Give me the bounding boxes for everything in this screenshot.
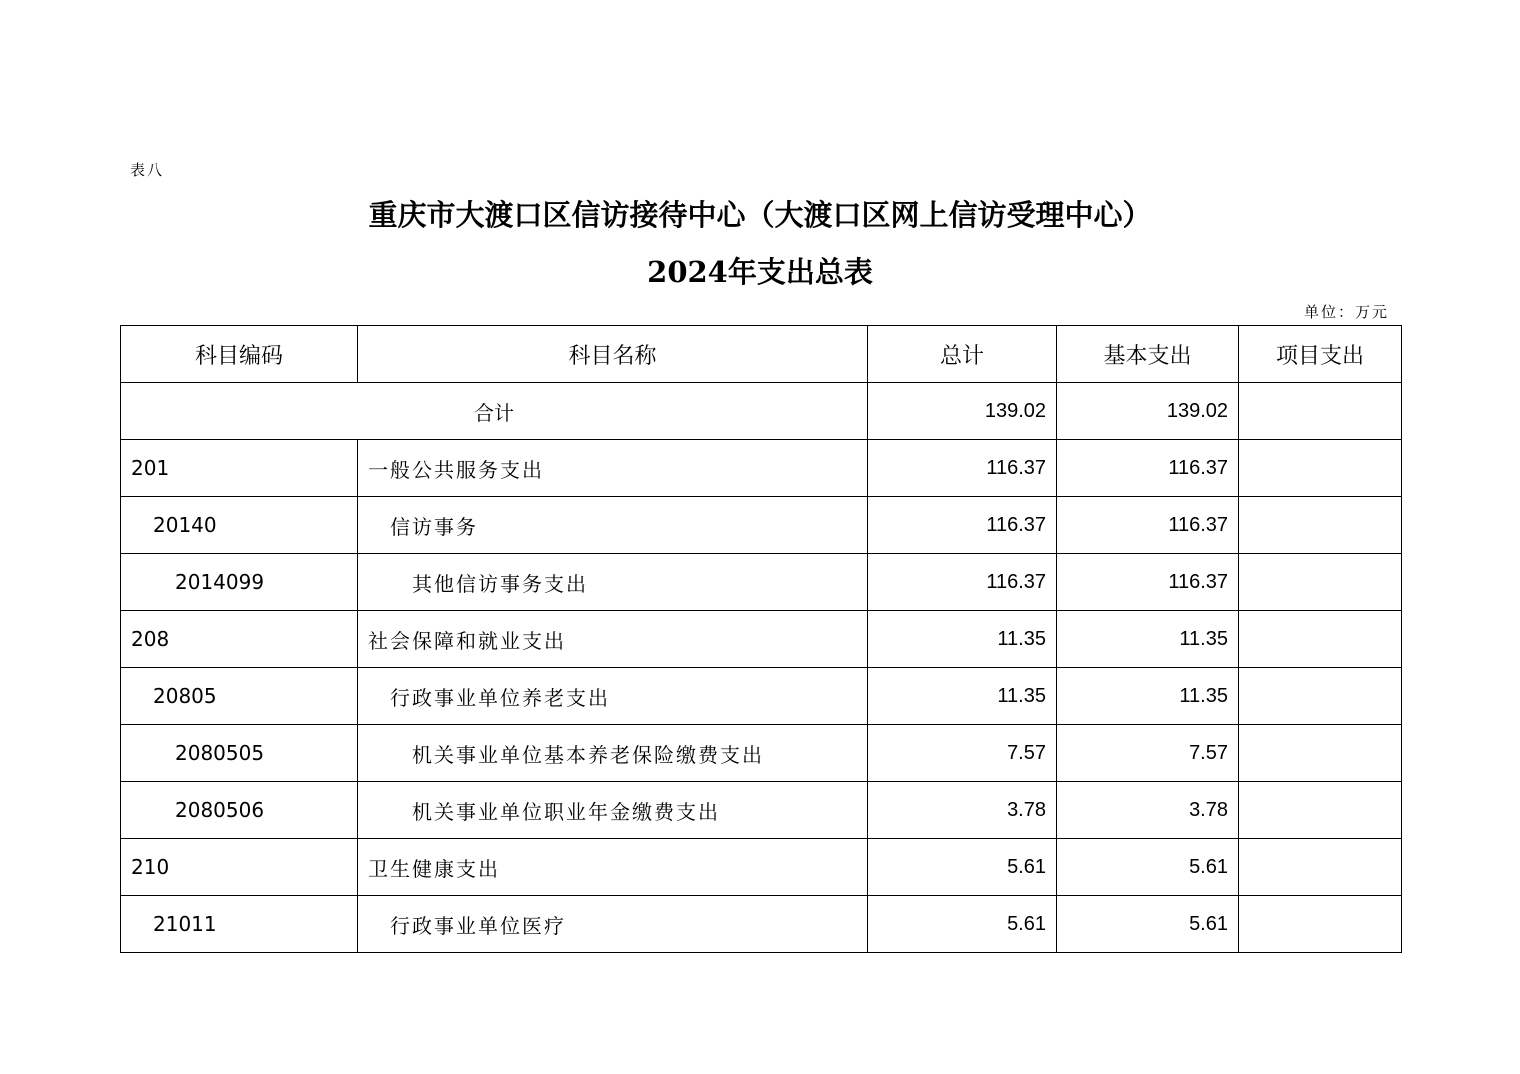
row-basic: 7.57 <box>1057 725 1239 782</box>
row-project <box>1239 611 1402 668</box>
row-name: 行政事业单位养老支出 <box>358 668 868 725</box>
expenditure-table <box>120 325 1402 953</box>
total-total: 139.02 <box>868 383 1057 440</box>
table-row <box>121 725 1402 782</box>
table-row <box>121 896 1402 953</box>
header-total: 总计 <box>868 326 1057 383</box>
header-project: 项目支出 <box>1239 326 1402 383</box>
row-project <box>1239 782 1402 839</box>
row-name: 其他信访事务支出 <box>358 554 868 611</box>
total-row <box>121 383 1402 440</box>
row-project <box>1239 896 1402 953</box>
row-total: 11.35 <box>868 611 1057 668</box>
row-basic: 11.35 <box>1057 611 1239 668</box>
table-row <box>121 497 1402 554</box>
row-project <box>1239 725 1402 782</box>
row-basic: 3.78 <box>1057 782 1239 839</box>
row-total: 5.61 <box>868 896 1057 953</box>
row-project <box>1239 839 1402 896</box>
row-total: 7.57 <box>868 725 1057 782</box>
page-title: 重庆市大渡口区信访接待中心（大渡口区网上信访受理中心） <box>368 198 1152 232</box>
row-code: 210 <box>121 839 358 896</box>
row-name: 社会保障和就业支出 <box>358 611 868 668</box>
row-name: 行政事业单位医疗 <box>358 896 868 953</box>
row-total: 3.78 <box>868 782 1057 839</box>
row-project <box>1239 668 1402 725</box>
row-total: 116.37 <box>868 497 1057 554</box>
header-basic: 基本支出 <box>1057 326 1239 383</box>
table-number-label: 表八 <box>130 161 165 179</box>
row-project <box>1239 440 1402 497</box>
row-basic: 11.35 <box>1057 668 1239 725</box>
row-basic: 5.61 <box>1057 896 1239 953</box>
row-project <box>1239 554 1402 611</box>
row-total: 116.37 <box>868 440 1057 497</box>
header-name: 科目名称 <box>358 326 868 383</box>
row-code: 2080505 <box>121 725 358 782</box>
row-code: 2014099 <box>121 554 358 611</box>
row-basic: 116.37 <box>1057 554 1239 611</box>
total-project <box>1239 383 1402 440</box>
table-row <box>121 554 1402 611</box>
total-basic: 139.02 <box>1057 383 1239 440</box>
row-name: 机关事业单位职业年金缴费支出 <box>358 782 868 839</box>
row-project <box>1239 497 1402 554</box>
table-row <box>121 839 1402 896</box>
row-name: 信访事务 <box>358 497 868 554</box>
row-code: 201 <box>121 440 358 497</box>
row-name: 一般公共服务支出 <box>358 440 868 497</box>
row-code: 20805 <box>121 668 358 725</box>
page-subtitle: 2024年支出总表 <box>647 255 873 289</box>
header-code: 科目编码 <box>121 326 358 383</box>
total-label: 合计 <box>121 383 868 440</box>
row-code: 20140 <box>121 497 358 554</box>
row-code: 21011 <box>121 896 358 953</box>
row-basic: 5.61 <box>1057 839 1239 896</box>
table-row <box>121 440 1402 497</box>
row-total: 5.61 <box>868 839 1057 896</box>
unit-label: 单位：万元 <box>1303 303 1389 321</box>
table-row <box>121 782 1402 839</box>
row-code: 2080506 <box>121 782 358 839</box>
table-row <box>121 668 1402 725</box>
row-name: 卫生健康支出 <box>358 839 868 896</box>
row-total: 116.37 <box>868 554 1057 611</box>
row-code: 208 <box>121 611 358 668</box>
table-row <box>121 611 1402 668</box>
table-header-row <box>121 326 1402 383</box>
row-total: 11.35 <box>868 668 1057 725</box>
row-basic: 116.37 <box>1057 440 1239 497</box>
row-basic: 116.37 <box>1057 497 1239 554</box>
row-name: 机关事业单位基本养老保险缴费支出 <box>358 725 868 782</box>
